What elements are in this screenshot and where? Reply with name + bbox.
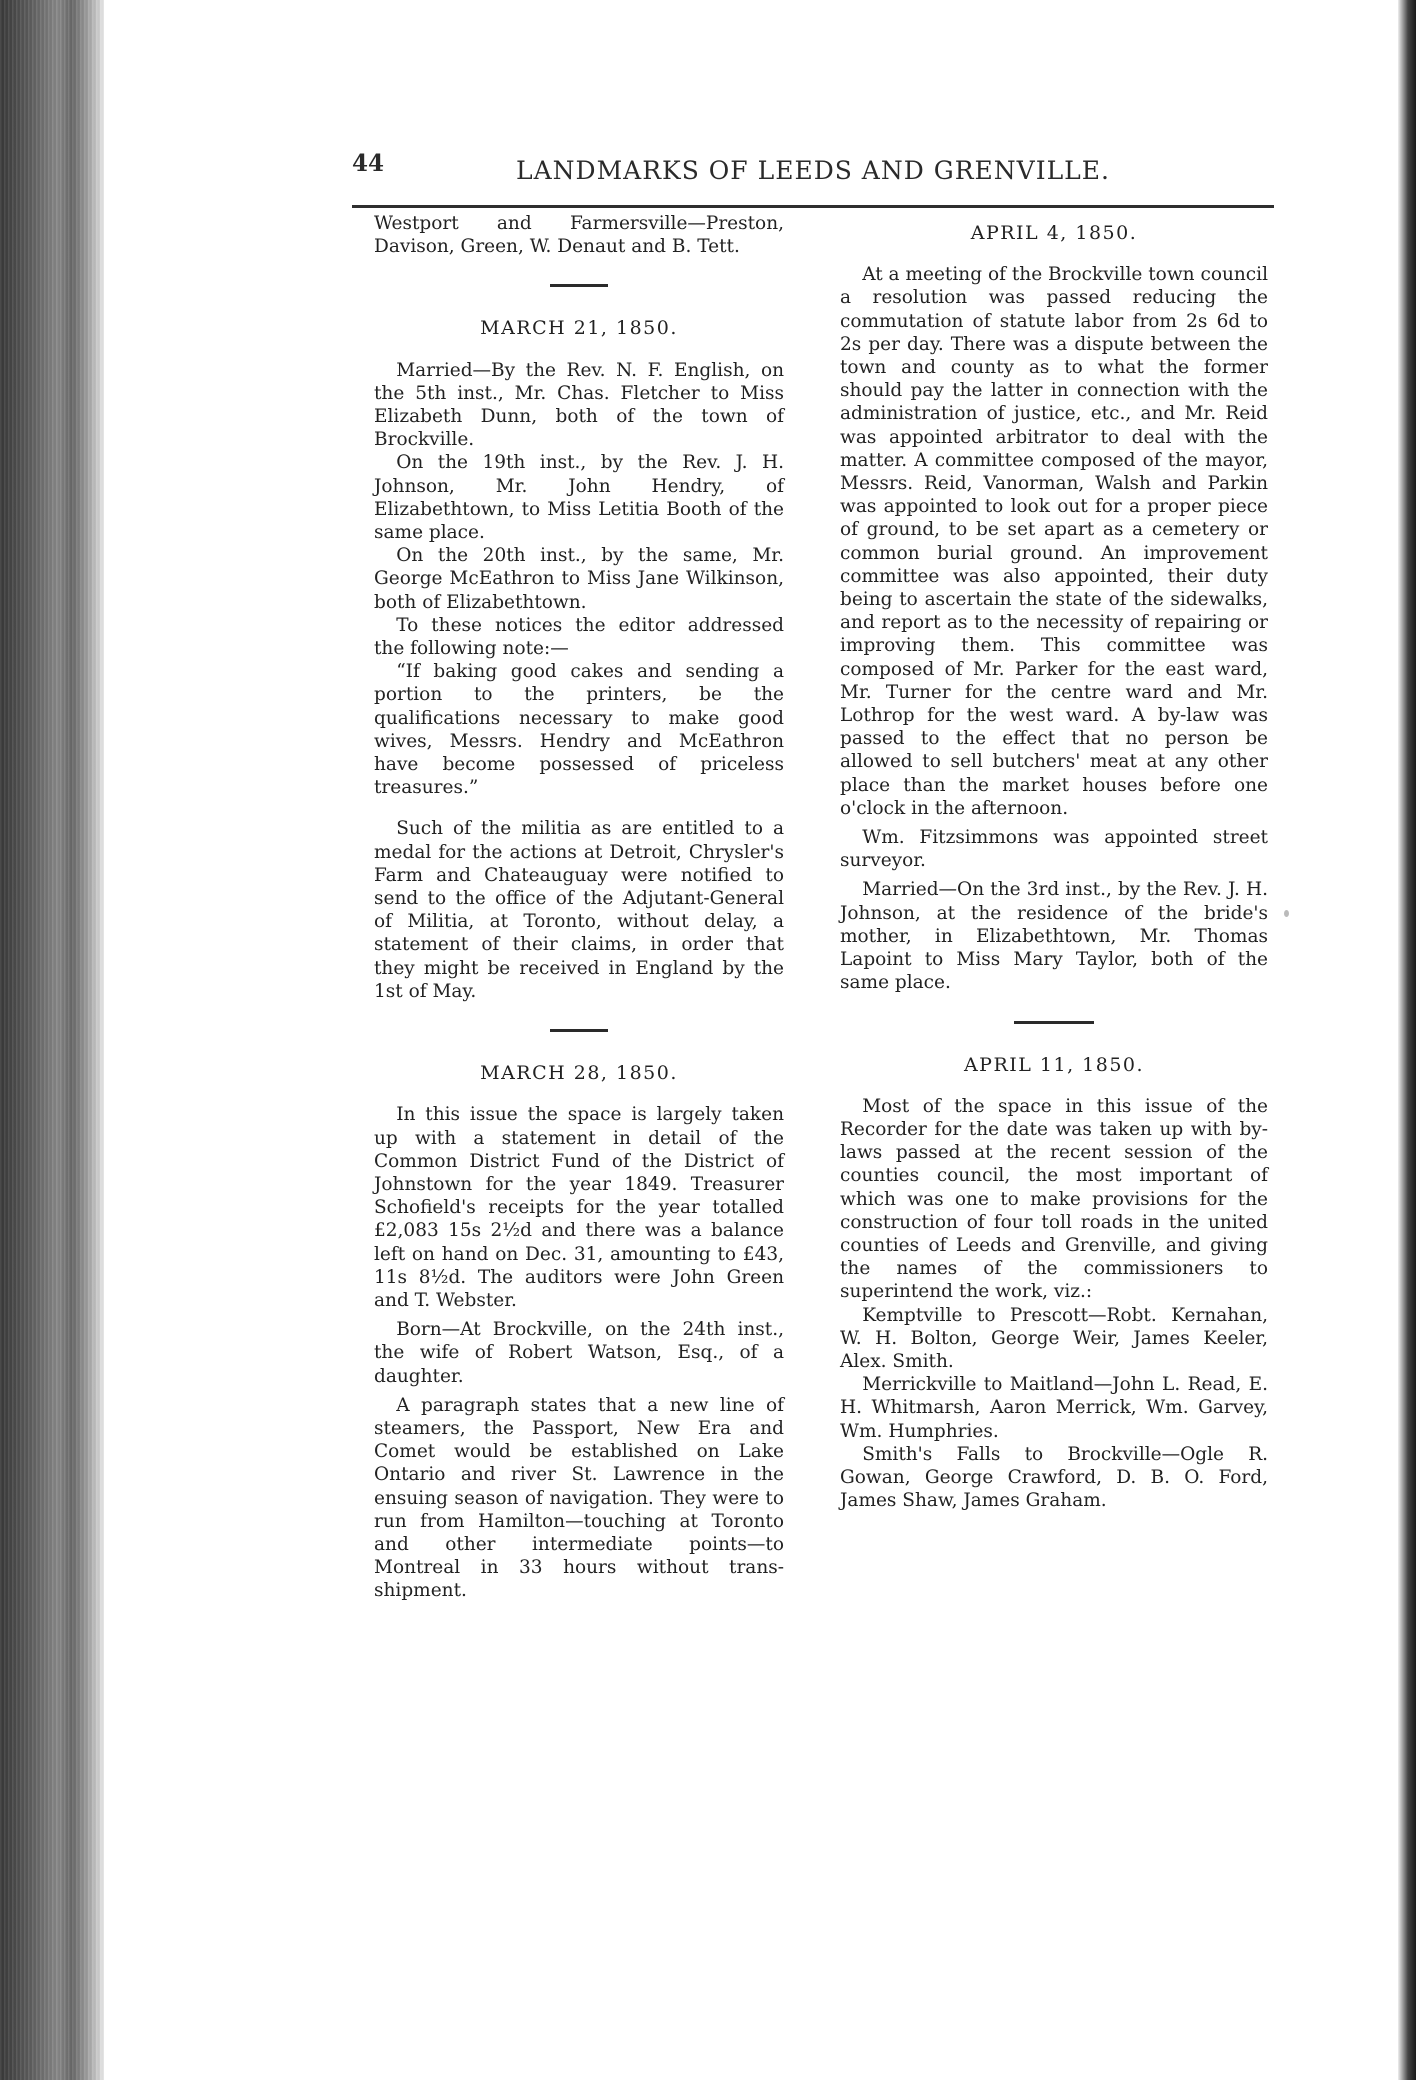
paragraph: “If baking good cakes and sending a portion to the printers, be the qualifications necessary to make good wives, Messrs. Hendry and McEathron have become possessed of priceless treasures.” xyxy=(374,661,784,799)
header-rule xyxy=(352,205,1274,208)
paragraph: Most of the space in this issue of the Recorder for the date was taken up with by-laws passed at the recent session of the counties council, the most important of which was one to make provisions for the construction of four toll roads in the united counties of Leeds and Grenville, and giving the names of the commissioners to superintend the work, viz.: xyxy=(840,1095,1268,1303)
date-heading-march-21: MARCH 21, 1850. xyxy=(480,317,678,340)
date-heading-march-28: MARCH 28, 1850. xyxy=(480,1062,678,1085)
intro-paragraph: Westport and Farmersville—Preston, Davison, Green, W. Denaut and B. Tett. xyxy=(374,213,784,258)
paragraph: On the 20th inst., by the same, Mr. George McEathron to Miss Jane Wilkinson, both of Elizabethtown. xyxy=(374,545,784,613)
paragraph: To these notices the editor addressed the following note:— xyxy=(374,614,784,660)
right-column xyxy=(840,212,1268,1512)
paragraph: Born—At Brockville, on the 24th inst., the wife of Robert Watson, Esq., of a daughter. xyxy=(374,1319,784,1387)
section-separator xyxy=(550,284,608,287)
paragraph: Such of the militia as are entitled to a medal for the actions at Detroit, Chrysler's Farm and Chateauguay were notified to send to the office of the Adjutant-General of Militia, at Toronto, without delay, a statement of their claims, in order that they might be received in England by the 1st of May. xyxy=(374,818,784,1002)
running-head: LANDMARKS OF LEEDS AND GRENVILLE. xyxy=(516,156,1110,185)
paragraph: Married—By the Rev. N. F. English, on the 5th inst., Mr. Chas. Fletcher to Miss Elizabeth Dunn, both of the town of Brockville. xyxy=(374,359,784,451)
section-separator xyxy=(1014,1021,1094,1024)
scan-right-edge xyxy=(1398,0,1416,2080)
paragraph: Merrickville to Maitland—John L. Read, E. H. Whitmarsh, Aaron Merrick, Wm. Garvey, Wm. Humphries. xyxy=(840,1374,1268,1442)
paragraph: At a meeting of the Brockville town council a resolution was passed reducing the commutation of statute labor from 2s 6d to 2s per day. There was a dispute between the town and county as to what the former should pay the latter in connection with the administration of justice, etc., and Mr. Reid was appointed arbitrator to deal with the matter. A committee composed of the mayor, Messrs. Reid, Vanorman, Walsh and Parkin was appointed to look out for a proper piece of ground, to be set apart as a cemetery or common burial ground. An improvement committee was also appointed, their duty being to ascertain the state of the sidewalks, and report as to the necessity of repairing or improving them. This committee was composed of Mr. Parker for the east ward, Mr. Turner for the centre ward and Mr. Lothrop for the west ward. A by-law was passed to the effect that no person be allowed to sell butchers' meat at any other place than the market houses before one o'clock in the afternoon. xyxy=(840,264,1268,819)
section-separator xyxy=(550,1029,608,1032)
paragraph: Kemptville to Prescott—Robt. Kernahan, W. H. Bolton, George Weir, James Keeler, Alex. Smith. xyxy=(840,1304,1268,1372)
paragraph: A paragraph states that a new line of steamers, the Passport, New Era and Comet would be established on Lake Ontario and river St. Lawrence in the ensuing season of navigation. They were to run from Hamilton—touching at Toronto and other intermediate points—to Montreal in 33 hours without trans-shipment. xyxy=(374,1394,784,1602)
paragraph: On the 19th inst., by the Rev. J. H. Johnson, Mr. John Hendry, of Elizabethtown, to Miss Letitia Booth of the same place. xyxy=(374,452,784,544)
date-heading-april-4: APRIL 4, 1850. xyxy=(970,222,1138,244)
book-binding-edge xyxy=(0,0,104,2080)
paragraph: Married—On the 3rd inst., by the Rev. J. H. Johnson, at the residence of the bride's mother, in Elizabethtown, Mr. Thomas Lapoint to Miss Mary Taylor, both of the same place. xyxy=(840,879,1268,994)
date-heading-april-11: APRIL 11, 1850. xyxy=(963,1053,1145,1076)
page-number: 44 xyxy=(352,150,385,177)
paragraph: In this issue the space is largely taken up with a statement in detail of the Common District Fund of the District of Johnstown for the year 1849. Treasurer Schofield's receipts for the year totalled £2,083 15s 2½d and there was a balance left on hand on Dec. 31, amounting to £43, 11s 8½d. The auditors were John Green and T. Webster. xyxy=(374,1104,784,1311)
left-column xyxy=(374,212,784,1603)
paragraph: Wm. Fitzsimmons was appointed street surveyor. xyxy=(840,827,1268,872)
paragraph: Smith's Falls to Brockville—Ogle R. Gowan, George Crawford, D. B. O. Ford, James Shaw, James Graham. xyxy=(840,1443,1268,1512)
scan-speck xyxy=(1284,910,1289,917)
